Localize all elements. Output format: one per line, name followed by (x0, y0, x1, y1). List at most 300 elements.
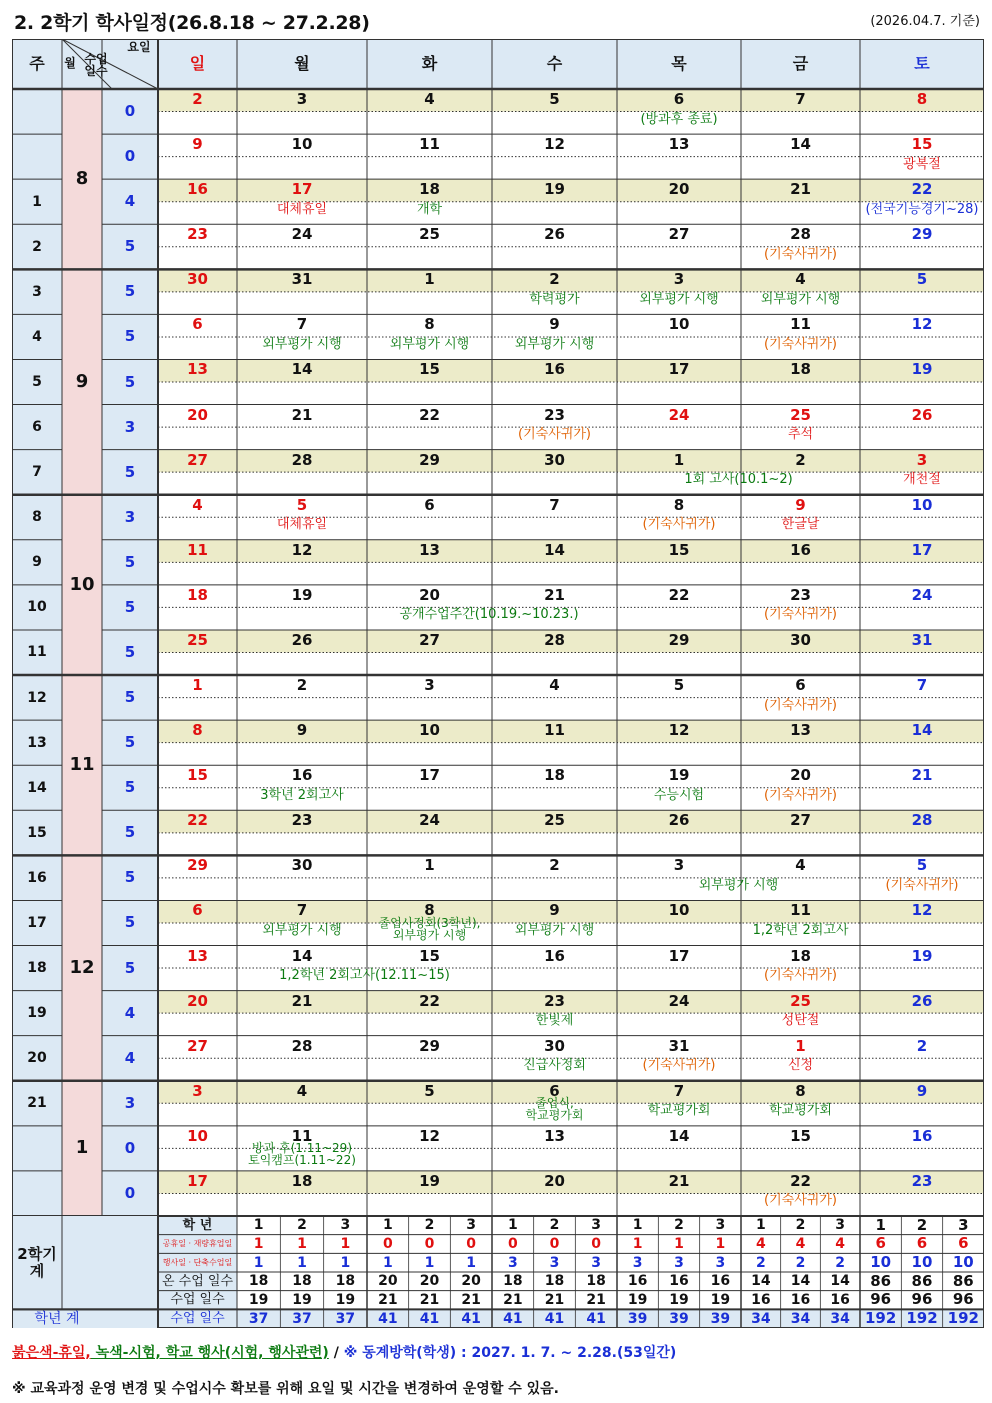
date-number: 26 (668, 811, 690, 830)
summary-value: 1 (875, 1215, 886, 1234)
date-number: 18 (187, 585, 208, 604)
summary-value: 21 (419, 1291, 440, 1308)
summary-value: 10 (911, 1253, 933, 1272)
date-number: 3 (296, 90, 308, 108)
summary-value: 2 (835, 1254, 846, 1271)
summary-value: 1 (340, 1254, 351, 1271)
date-number: 12 (668, 721, 690, 740)
date-number: 28 (291, 450, 313, 469)
date-number: 21 (790, 180, 811, 199)
summary-value: 192 (865, 1309, 897, 1328)
date-number: 14 (668, 1126, 690, 1145)
date-number: 5 (673, 676, 685, 695)
date-number: 17 (668, 360, 690, 379)
summary-value: 3 (715, 1217, 726, 1234)
date-number: 13 (544, 1126, 565, 1145)
event-label: 외부평가 시행 (514, 922, 595, 938)
summary-value: 1 (382, 1254, 393, 1271)
date-number: 6 (192, 901, 203, 920)
date-number: 18 (790, 946, 811, 965)
date-number: 27 (790, 811, 811, 830)
date-number: 10 (668, 315, 690, 334)
date-number: 26 (544, 225, 565, 244)
summary-value: 3 (835, 1217, 846, 1234)
summary-value: 192 (947, 1309, 979, 1328)
date-number: 6 (795, 676, 806, 695)
header-day-1: 월 (294, 54, 310, 73)
date-number: 15 (790, 1126, 811, 1145)
class-day-count: 0 (124, 1138, 136, 1157)
date-number: 31 (291, 270, 313, 289)
date-number: 15 (419, 360, 440, 379)
basis-date: (2026.04.7. 기준) (870, 14, 980, 29)
summary-value: 37 (335, 1310, 356, 1327)
date-number: 10 (419, 721, 440, 740)
date-number: 3 (916, 450, 928, 469)
date-number: 16 (911, 1126, 933, 1145)
date-number: 9 (192, 135, 203, 154)
date-number: 25 (544, 811, 565, 830)
summary-value: 3 (715, 1254, 726, 1271)
event-label: 진급사정회 (523, 1058, 586, 1074)
summary-value: 41 (378, 1310, 398, 1327)
summary-value: 41 (503, 1310, 523, 1327)
class-day-count: 5 (124, 462, 136, 481)
summary-value: 34 (751, 1310, 771, 1327)
date-number: 20 (187, 405, 208, 424)
date-number: 14 (544, 540, 565, 559)
event-label: (방과후 종료) (640, 111, 718, 127)
summary-value: 6 (875, 1234, 886, 1253)
event-label: (기숙사귀가) (518, 427, 591, 443)
summary-value: 16 (627, 1273, 648, 1290)
week-number: 9 (32, 554, 42, 571)
date-number: 20 (790, 766, 811, 785)
date-number: 13 (668, 135, 690, 154)
date-number: 3 (424, 676, 435, 695)
date-number: 2 (296, 676, 308, 695)
date-number: 12 (419, 1126, 440, 1145)
date-number: 5 (296, 495, 308, 514)
date-number: 18 (419, 180, 440, 199)
class-day-count: 3 (124, 1093, 136, 1112)
class-day-count: 0 (124, 1183, 136, 1202)
date-number: 18 (291, 1171, 313, 1190)
summary-value: 1 (755, 1217, 766, 1234)
date-number: 25 (419, 225, 440, 244)
summary-year-label: 학년 계 (34, 1310, 80, 1327)
date-number: 27 (668, 225, 690, 244)
summary-table (12, 1216, 984, 1328)
summary-semester-label: 2학기 계 (17, 1245, 57, 1280)
date-number: 12 (911, 901, 933, 920)
header-day-6: 토 (914, 54, 930, 73)
summary-value: 2 (795, 1254, 806, 1271)
date-number: 23 (187, 225, 208, 244)
summary-value: 3 (549, 1254, 560, 1271)
date-number: 12 (291, 540, 313, 559)
event-label: (기숙사귀가) (764, 607, 837, 623)
summary-value: 21 (503, 1291, 523, 1308)
date-number: 11 (790, 901, 811, 920)
date-number: 8 (424, 315, 435, 334)
date-number: 26 (911, 405, 933, 424)
date-number: 22 (790, 1171, 811, 1190)
summary-value: 19 (710, 1291, 731, 1308)
summary-value: 19 (248, 1291, 269, 1308)
week-number: 14 (27, 779, 47, 796)
date-number: 20 (419, 585, 440, 604)
date-number: 21 (544, 585, 565, 604)
date-number: 28 (911, 811, 933, 830)
header-corner-day: 요일 (127, 40, 151, 54)
date-number: 1 (424, 270, 435, 289)
date-number: 27 (419, 630, 440, 649)
event-label: 수능시험 (653, 787, 705, 803)
summary-value: 0 (591, 1235, 602, 1252)
event-label: 졸업사정회(3학년), 외부평가 시행 (378, 915, 481, 942)
date-number: 18 (544, 766, 565, 785)
summary-value: 0 (549, 1235, 560, 1252)
summary-value: 1 (674, 1235, 684, 1252)
event-label: 개천절 (903, 472, 941, 488)
event-label: (기숙사귀가) (764, 968, 837, 984)
date-number: 12 (544, 135, 565, 154)
summary-value: 2 (297, 1217, 307, 1234)
date-number: 29 (419, 450, 440, 469)
summary-value: 19 (669, 1291, 689, 1308)
month-label: 1 (75, 1137, 89, 1159)
week-number: 2 (32, 238, 42, 255)
date-number: 24 (911, 585, 933, 604)
summary-row-label: 학 년 (182, 1217, 213, 1233)
event-label: (기숙사귀가) (764, 336, 837, 352)
date-number: 19 (544, 180, 565, 199)
summary-value: 1 (632, 1217, 643, 1234)
summary-value: 39 (710, 1310, 731, 1327)
date-number: 14 (291, 360, 313, 379)
summary-value: 1 (253, 1235, 264, 1252)
class-day-count: 4 (124, 192, 136, 211)
summary-row-label: 수업 일수 (170, 1292, 225, 1308)
week-cell-bg (12, 134, 62, 179)
event-label: 대체휴일 (276, 201, 328, 217)
event-label: (기숙사귀가) (764, 1193, 837, 1209)
summary-value: 41 (419, 1310, 440, 1327)
week-number: 17 (27, 914, 47, 931)
week-number: 3 (32, 283, 42, 300)
date-number: 9 (916, 1081, 928, 1100)
date-number: 19 (668, 766, 690, 785)
header-week: 주 (29, 54, 45, 73)
week-number: 10 (27, 599, 47, 616)
week-cell-bg (12, 89, 62, 134)
week-number: 19 (27, 1005, 47, 1022)
event-label: 성탄절 (781, 1013, 820, 1029)
date-number: 1 (424, 856, 435, 875)
summary-value: 10 (952, 1253, 974, 1272)
date-number: 2 (795, 450, 806, 469)
month-label: 12 (69, 957, 95, 979)
date-number: 14 (291, 946, 313, 965)
date-number: 6 (192, 315, 203, 334)
summary-value: 41 (461, 1310, 481, 1327)
summary-value: 18 (292, 1273, 312, 1290)
class-day-count: 5 (124, 237, 136, 256)
summary-value: 86 (911, 1271, 933, 1290)
date-number: 16 (790, 540, 811, 559)
date-number: 23 (544, 991, 565, 1010)
page-title: 2. 2학기 학사일정(26.8.18 ~ 27.2.28) (14, 12, 370, 34)
summary-value: 1 (382, 1217, 393, 1234)
date-number: 24 (291, 225, 313, 244)
legend (12, 1342, 676, 1362)
date-number: 3 (673, 270, 685, 289)
date-number: 20 (187, 991, 208, 1010)
date-number: 20 (668, 180, 690, 199)
summary-value: 41 (586, 1310, 606, 1327)
date-number: 10 (911, 495, 933, 514)
date-number: 26 (291, 630, 313, 649)
summary-value: 1 (466, 1254, 477, 1271)
class-day-count: 4 (124, 1003, 136, 1022)
class-day-count: 5 (124, 913, 136, 932)
date-number: 8 (916, 90, 928, 108)
date-number: 22 (668, 585, 690, 604)
summary-value: 34 (830, 1310, 850, 1327)
date-number: 30 (291, 856, 313, 875)
date-number: 19 (911, 360, 933, 379)
summary-value: 18 (544, 1273, 565, 1290)
date-number: 29 (419, 1036, 440, 1055)
date-number: 23 (291, 811, 313, 830)
event-label: 방과 후(1.11~29) 토익캠프(1.11~22) (248, 1141, 356, 1168)
summary-value: 19 (627, 1291, 648, 1308)
date-number: 9 (549, 901, 560, 920)
class-day-count: 5 (124, 733, 136, 752)
date-number: 17 (668, 946, 690, 965)
class-day-count: 5 (124, 327, 136, 346)
class-day-count: 3 (124, 507, 136, 526)
event-label: 외부평가 시행 (698, 877, 779, 893)
week-number: 8 (32, 509, 42, 526)
date-number: 2 (549, 856, 560, 875)
date-number: 24 (668, 991, 690, 1010)
event-label: 신정 (787, 1058, 814, 1074)
class-day-count: 5 (124, 372, 136, 391)
date-number: 11 (419, 135, 440, 154)
date-number: 7 (549, 495, 560, 514)
date-number: 17 (291, 180, 313, 199)
date-number: 25 (790, 991, 811, 1010)
event-label: 외부평가 시행 (262, 922, 342, 938)
summary-value: 19 (335, 1291, 356, 1308)
summary-value: 21 (378, 1291, 398, 1308)
class-day-count: 5 (124, 778, 136, 797)
summary-value: 3 (507, 1254, 518, 1271)
summary-value: 1 (715, 1235, 726, 1252)
date-number: 2 (916, 1036, 928, 1055)
summary-value: 21 (586, 1291, 606, 1308)
date-number: 10 (291, 135, 313, 154)
event-label: (기숙사귀가) (642, 1058, 716, 1074)
header-corner-days: 수업 일수 (84, 52, 108, 78)
summary-value: 86 (870, 1271, 892, 1290)
month-label: 9 (75, 371, 89, 392)
summary-value: 1 (253, 1254, 264, 1271)
class-day-count: 5 (124, 823, 136, 842)
event-label: (전국기능경기~28) (865, 201, 979, 217)
date-number: 4 (795, 270, 806, 289)
summary-value: 86 (952, 1271, 974, 1290)
summary-value: 39 (627, 1310, 648, 1327)
month-label: 8 (75, 168, 89, 190)
event-label: 추석 (787, 427, 814, 443)
date-number: 29 (668, 630, 690, 649)
summary-value: 3 (958, 1215, 969, 1234)
class-day-count: 3 (124, 417, 136, 436)
date-number: 13 (419, 540, 440, 559)
summary-value: 41 (544, 1310, 565, 1327)
event-label: 공개수업주간(10.19.~10.23.) (399, 607, 579, 623)
week-number: 5 (32, 374, 42, 390)
event-label: 1,2학년 2회고사 (752, 922, 849, 938)
date-number: 10 (668, 901, 690, 920)
summary-value: 2 (674, 1217, 684, 1234)
summary-value: 4 (795, 1235, 806, 1252)
date-number: 17 (419, 766, 440, 785)
event-label: 학력평가 (529, 291, 580, 307)
date-number: 13 (187, 360, 208, 379)
summary-value: 18 (503, 1273, 523, 1290)
summary-value: 0 (424, 1235, 435, 1252)
summary-value: 34 (790, 1310, 811, 1327)
summary-value: 3 (674, 1254, 684, 1271)
legend-holiday: 붉은색-휴일, (12, 1345, 91, 1361)
class-day-count: 5 (124, 282, 136, 301)
event-label: 졸업식, 학교평가회 (525, 1096, 584, 1123)
summary-value: 14 (830, 1273, 850, 1290)
date-number: 2 (549, 270, 560, 289)
date-number: 9 (296, 721, 308, 740)
week-number: 16 (27, 869, 47, 886)
event-label: 한빛제 (535, 1013, 574, 1029)
summary-value: 2 (424, 1217, 435, 1234)
header-corner-month: 월 (64, 56, 76, 70)
week-number: 18 (27, 960, 47, 977)
summary-row-label: 수업 일수 (170, 1311, 225, 1327)
summary-value: 20 (419, 1273, 440, 1290)
class-day-count: 0 (124, 147, 136, 166)
header-day-4: 목 (671, 54, 687, 73)
date-number: 4 (192, 495, 203, 514)
week-number: 21 (27, 1095, 47, 1112)
event-label: 1,2학년 2회고사(12.11~15) (279, 968, 450, 984)
date-number: 16 (544, 360, 565, 379)
date-number: 6 (424, 495, 435, 514)
date-number: 19 (911, 946, 933, 965)
date-number: 21 (668, 1171, 690, 1190)
summary-value: 20 (378, 1273, 398, 1290)
date-number: 22 (419, 405, 440, 424)
summary-value: 16 (669, 1273, 689, 1290)
event-label: 외부평가 시행 (639, 291, 719, 307)
date-number: 11 (544, 721, 565, 740)
event-label: (기숙사귀가) (764, 787, 837, 803)
date-number: 11 (187, 540, 208, 559)
summary-value: 21 (544, 1291, 565, 1308)
calendar-table (12, 39, 984, 1216)
date-number: 13 (187, 946, 208, 965)
header-day-0: 일 (189, 54, 206, 73)
event-label: (기숙사귀가) (764, 246, 837, 262)
summary-value: 16 (830, 1291, 850, 1308)
event-label: 3학년 2회고사 (260, 787, 344, 803)
date-number: 7 (795, 90, 806, 108)
week-number: 1 (32, 193, 42, 210)
summary-value: 3 (632, 1254, 643, 1271)
date-number: 15 (187, 766, 208, 785)
date-number: 15 (419, 946, 440, 965)
date-number: 23 (544, 405, 565, 424)
date-number: 23 (790, 585, 811, 604)
summary-value: 4 (835, 1235, 846, 1252)
class-day-count: 5 (124, 958, 136, 977)
week-number: 7 (32, 464, 42, 481)
date-number: 5 (916, 270, 928, 289)
summary-value: 1 (297, 1254, 307, 1271)
event-label: (기숙사귀가) (885, 877, 959, 893)
date-number: 16 (187, 180, 208, 199)
summary-value: 1 (253, 1217, 264, 1234)
summary-value: 10 (870, 1253, 892, 1272)
summary-value: 2 (549, 1217, 560, 1234)
header-day-5: 금 (792, 54, 809, 73)
date-number: 6 (673, 90, 685, 108)
date-number: 8 (192, 721, 203, 740)
summary-value: 20 (461, 1273, 481, 1290)
summary-value: 19 (292, 1291, 312, 1308)
class-day-count: 0 (124, 102, 136, 121)
date-number: 28 (291, 1036, 313, 1055)
date-number: 4 (549, 676, 560, 695)
date-number: 22 (419, 991, 440, 1010)
date-number: 27 (187, 450, 208, 469)
summary-value: 1 (424, 1254, 435, 1271)
class-day-count: 5 (124, 642, 136, 661)
event-label: 외부평가 시행 (760, 291, 841, 307)
date-number: 31 (911, 630, 933, 649)
week-number: 20 (27, 1050, 47, 1067)
summary-row-label: 공휴일 · 재량휴업일 (162, 1238, 233, 1248)
summary-value: 4 (755, 1235, 766, 1252)
date-number: 31 (668, 1036, 690, 1055)
class-day-count: 5 (124, 868, 136, 887)
date-number: 21 (291, 405, 313, 424)
date-number: 15 (911, 135, 933, 154)
legend-vacation: ※ 동계방학(학생) : 2027. 1. 7. ~ 2.28.(53일간) (343, 1345, 677, 1361)
date-number: 9 (795, 495, 806, 514)
summary-value: 18 (335, 1273, 356, 1290)
date-number: 8 (424, 901, 435, 920)
date-number: 16 (544, 946, 565, 965)
week-number: 11 (27, 644, 47, 661)
event-label: 학교평가회 (647, 1103, 711, 1119)
date-number: 24 (419, 811, 440, 830)
legend-slash: / (328, 1345, 344, 1361)
summary-value: 18 (586, 1273, 606, 1290)
header-day-3: 수 (546, 54, 563, 73)
